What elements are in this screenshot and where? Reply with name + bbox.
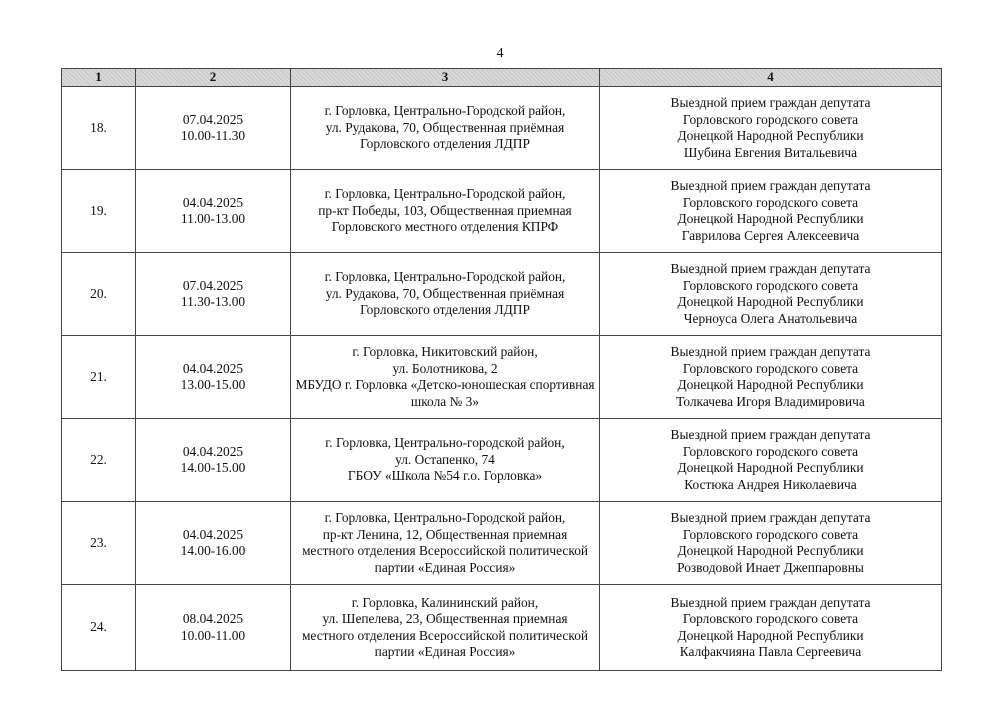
event-line: Донецкой Народной Республики [677,543,864,558]
address-line: г. Горловка, Центрально-Городской район, [324,186,566,202]
event-line: Донецкой Народной Республики [677,460,864,475]
address-cell [291,336,600,419]
event-line: Костюка Андрея Николаевича [684,476,857,492]
event-line: Донецкой Народной Республики [677,128,864,143]
address-cell [291,419,600,502]
event-date: 04.04.2025 [182,360,244,376]
event-time: 11.00-13.00 [180,211,246,226]
address-line: партии «Единая Россия» [374,559,516,575]
event-line: Горловского городского совета [682,277,859,293]
row-number: 18. [90,119,107,135]
event-description-cell [600,170,942,253]
date-time-cell [136,419,291,502]
table-row [62,170,942,253]
table-row [62,502,942,585]
event-line: Горловского городского совета [682,443,859,459]
column-header-3: 3 [291,69,600,87]
event-line: Горловского городского совета [682,111,859,127]
table-row [62,336,942,419]
event-line: Шубина Евгения Витальевича [683,144,858,160]
address-line: партии «Единая Россия» [374,644,516,659]
event-description-cell [600,502,942,585]
address-line: Горловского отделения ЛДПР [360,302,530,318]
event-date: 07.04.2025 [182,111,244,127]
address-cell [291,87,600,170]
event-line: Донецкой Народной Республики [677,377,864,392]
address-line: г. Горловка, Центрально-Городской район, [324,103,566,119]
event-date: 04.04.2025 [182,194,244,210]
event-line: Донецкой Народной Республики [677,627,864,643]
row-number-cell [62,585,136,671]
table-row [62,87,942,170]
address-line: МБУДО г. Горловка «Детско-юношеская спортивная [295,377,595,392]
event-date: 08.04.2025 [182,611,244,626]
event-line: Выездной прием граждан депутата [670,178,871,193]
event-line: Выездной прием граждан депутата [670,344,871,359]
date-time-cell [136,253,291,336]
row-number: 24. [90,619,107,635]
row-number: 23. [90,534,107,550]
event-line: Донецкой Народной Республики [677,211,864,226]
address-cell [291,502,600,585]
address-line: местного отделения Всероссийской политической [301,627,589,643]
event-line: Выездной прием граждан депутата [670,594,871,610]
column-header-1: 1 [62,69,136,87]
event-time: 13.00-15.00 [180,377,246,392]
date-time-cell [136,502,291,585]
table-row [62,253,942,336]
event-description-cell [600,419,942,502]
event-description-cell [600,87,942,170]
row-number-cell [62,502,136,585]
address-line: ГБОУ «Школа №54 г.о. Горловка» [347,468,543,484]
page-number: 4 [496,46,504,61]
address-line: Горловского местного отделения КПРФ [331,219,559,235]
event-time: 10.00-11.30 [180,128,246,143]
row-number-cell [62,253,136,336]
event-line: Горловского городского совета [682,360,859,376]
event-description-cell [600,336,942,419]
table-body [62,87,942,671]
address-line: ул. Рудакова, 70, Общественная приёмная [325,285,565,301]
event-date: 04.04.2025 [182,526,244,542]
address-line: ул. Шепелева, 23, Общественная приемная [322,611,568,626]
event-date: 07.04.2025 [182,277,244,293]
event-line: Выездной прием граждан депутата [670,95,871,110]
row-number-cell [62,419,136,502]
event-line: Выездной прием граждан депутата [670,510,871,525]
row-number-cell [62,170,136,253]
event-time: 11.30-13.00 [180,294,246,309]
event-line: Донецкой Народной Республики [677,294,864,309]
address-line: г. Горловка, Никитовский район, [352,344,538,359]
date-time-cell [136,336,291,419]
date-time-cell [136,170,291,253]
row-number-cell [62,87,136,170]
row-number-cell [62,336,136,419]
row-number: 22. [90,451,107,467]
event-line: Горловского городского совета [682,526,859,542]
event-line: Горловского городского совета [682,194,859,210]
table-header-row [62,69,942,87]
schedule-table [61,68,942,671]
event-time: 10.00-11.00 [180,627,246,643]
address-cell [291,170,600,253]
event-line: Черноуса Олега Анатольевича [683,310,858,326]
date-time-cell [136,585,291,671]
address-cell [291,253,600,336]
event-line: Калфакчияна Павла Сергеевича [679,644,862,659]
table-row [62,585,942,671]
column-header-4: 4 [600,69,942,87]
event-line: Горловского городского совета [682,611,859,626]
address-line: школа № 3» [410,393,480,409]
address-line: г. Горловка, Центрально-Городской район, [324,269,566,285]
row-number: 20. [90,285,107,301]
row-number: 19. [90,202,107,218]
event-line: Выездной прием граждан депутата [670,427,871,442]
address-line: ул. Рудакова, 70, Общественная приёмная [325,119,565,135]
address-cell [291,585,600,671]
row-number: 21. [90,368,107,384]
address-line: Горловского отделения ЛДПР [360,136,530,152]
event-time: 14.00-16.00 [180,543,246,558]
address-line: местного отделения Всероссийской политической [301,543,589,558]
address-line: ул. Остапенко, 74 [395,451,495,467]
address-line: г. Горловка, Центрально-городской район, [325,435,565,451]
address-line: г. Горловка, Центрально-Городской район, [324,510,566,525]
address-line: пр-кт Ленина, 12, Общественная приемная [322,526,568,542]
event-date: 04.04.2025 [182,443,244,459]
date-time-cell [136,87,291,170]
event-line: Розводовой Инает Джеппаровны [677,559,864,575]
event-description-cell [600,253,942,336]
event-description-cell [600,585,942,671]
column-header-2: 2 [136,69,291,87]
address-line: ул. Болотникова, 2 [392,360,498,376]
address-line: г. Горловка, Калининский район, [351,594,539,610]
event-line: Толкачева Игоря Владимировича [676,393,865,409]
event-line: Гаврилова Сергея Алексеевича [681,227,860,243]
table-row [62,419,942,502]
event-line: Выездной прием граждан депутата [670,261,871,276]
event-time: 14.00-15.00 [180,460,246,475]
address-line: пр-кт Победы, 103, Общественная приемная [318,202,572,218]
